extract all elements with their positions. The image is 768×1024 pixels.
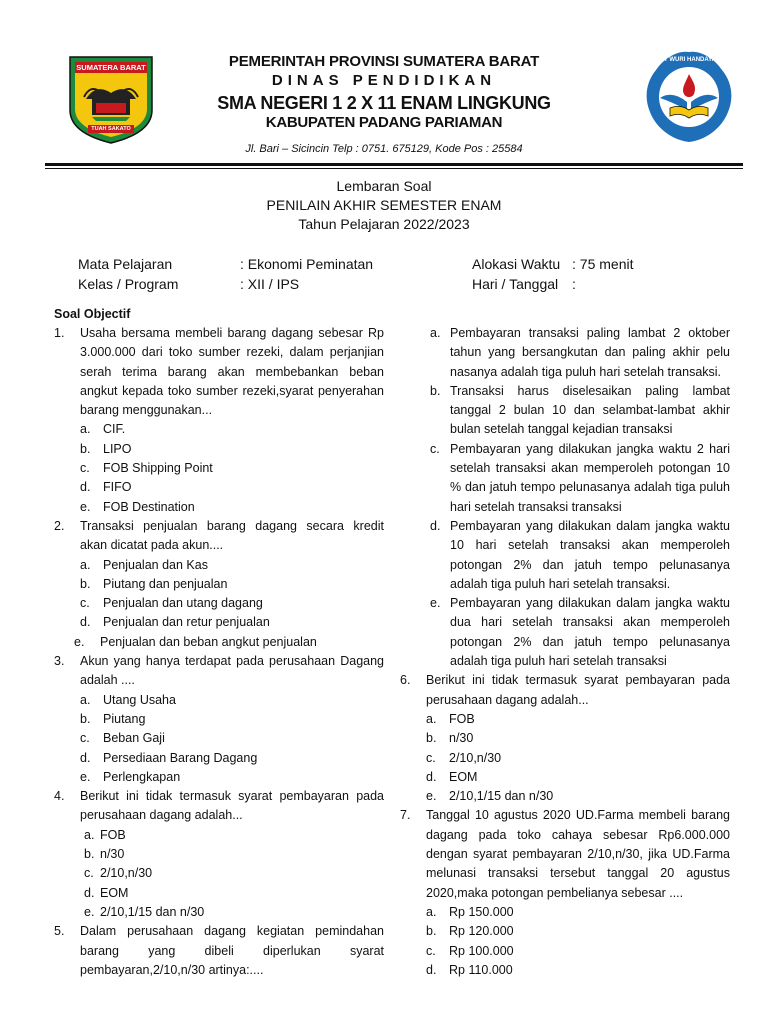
- option-item: [54, 845, 384, 864]
- logo-left-top-text: SUMATERA BARAT: [76, 63, 146, 72]
- question-7: [400, 806, 730, 980]
- option-item: [54, 613, 384, 632]
- option-text: Persediaan Barang Dagang: [103, 750, 258, 765]
- time-value: : 75 menit: [572, 256, 634, 272]
- option-letter: d.: [426, 962, 437, 977]
- option-item: [400, 768, 730, 787]
- question-number: 1.: [54, 326, 65, 340]
- option-letter: d.: [84, 885, 95, 900]
- header-regency: KABUPATEN PADANG PARIAMAN: [265, 114, 503, 131]
- option-text: Rp 150.000: [449, 904, 514, 919]
- question-6: [400, 671, 730, 806]
- option-item: [400, 729, 730, 748]
- option-item: [54, 594, 384, 613]
- left-column: [54, 324, 384, 980]
- option-item: [54, 459, 384, 478]
- option-item: [54, 440, 384, 459]
- option-item: [400, 710, 730, 729]
- option-item: [54, 864, 384, 883]
- option-letter: d.: [80, 480, 91, 495]
- option-letter: d.: [80, 615, 91, 630]
- question-number: 2.: [54, 518, 65, 533]
- option-item: [400, 517, 730, 594]
- option-item: [400, 324, 730, 382]
- option-letter: b.: [426, 924, 437, 939]
- question-text: Berikut ini tidak termasuk syarat pembayaran pada perusahaan dagang adalah...: [426, 673, 730, 707]
- option-letter: d.: [80, 750, 91, 765]
- option-letter: e.: [74, 634, 85, 649]
- question-text: Berikut ini tidak termasuk syarat pembayaran pada perusahaan dagang adalah...: [80, 789, 384, 823]
- option-letter: b.: [80, 711, 91, 726]
- question-number: 6.: [400, 673, 411, 688]
- header-address: Jl. Bari – Sicincin Telp : 0751. 675129, Kode Pos : 25584: [245, 143, 523, 155]
- date-label: Hari / Tanggal: [472, 276, 559, 292]
- option-letter: a.: [80, 422, 91, 437]
- subject-label: Mata Pelajaran: [78, 256, 173, 272]
- option-letter: e.: [80, 499, 91, 514]
- option-letter: c.: [84, 866, 94, 881]
- option-letter: a.: [426, 711, 437, 726]
- subject-value: : Ekonomi Peminatan: [240, 256, 374, 272]
- question-3: [54, 652, 384, 787]
- option-item: [54, 556, 384, 575]
- option-item: [54, 729, 384, 748]
- header-department: DINAS PENDIDIKAN: [271, 72, 497, 89]
- option-letter: e.: [84, 904, 95, 919]
- option-letter: b.: [426, 731, 437, 746]
- doc-title-year: Tahun Pelajaran 2022/2023: [298, 216, 470, 232]
- option-item: [400, 749, 730, 768]
- question-text: Dalam perusahaan dagang kegiatan pemindahan barang yang dibeli diperlukan syarat pembayaran,2/10,n/30 artinya:....: [80, 924, 384, 977]
- option-text: FOB: [100, 827, 126, 842]
- option-item: [54, 691, 384, 710]
- class-value: : XII / IPS: [240, 276, 300, 292]
- option-text: Beban Gaji: [103, 731, 165, 746]
- option-text: Piutang: [103, 711, 146, 726]
- option-item: [54, 633, 384, 652]
- option-text: Utang Usaha: [103, 692, 176, 707]
- option-text: 2/10,1/15 dan n/30: [100, 904, 205, 919]
- option-letter: c.: [80, 461, 90, 476]
- doc-title-sheet: Lembaran Soal: [336, 178, 432, 194]
- option-item: [54, 498, 384, 517]
- option-item: [400, 787, 730, 806]
- option-text: Penjualan dan retur penjualan: [103, 615, 270, 630]
- option-letter: e.: [80, 769, 91, 784]
- option-letter: c.: [426, 750, 436, 765]
- option-text: CIF.: [103, 422, 126, 437]
- header-divider-thick: [45, 163, 743, 166]
- option-letter: c.: [430, 441, 440, 456]
- doc-title-exam: PENILAIN AKHIR SEMESTER ENAM: [266, 197, 502, 213]
- option-text: Piutang dan penjualan: [103, 576, 228, 591]
- option-letter: c.: [426, 943, 436, 958]
- option-text: Pembayaran yang dilakukan dalam jangka waktu 10 hari setelah transaksi akan memperoleh potongan 2% dan jatuh tempo pelunasanya adalah tiga puluh hari setelah transaksi.: [450, 518, 730, 591]
- option-text: Pembayaran yang dilakukan dalam jangka waktu dua hari setelah transaksi akan memperoleh potongan 2% dan jatuh tempo pelunasanya adalah tiga puluh hari setelah transaksi: [450, 596, 730, 669]
- option-item: [54, 903, 384, 922]
- option-item: [400, 922, 730, 941]
- option-text: 2/10,n/30: [100, 866, 153, 881]
- question-number: 4.: [54, 789, 65, 804]
- section-title: Soal Objectif: [54, 307, 131, 321]
- option-letter: e.: [430, 596, 441, 611]
- option-letter: d.: [426, 769, 437, 784]
- option-text: 2/10,n/30: [449, 750, 502, 765]
- option-text: Penjualan dan beban angkut penjualan: [100, 634, 317, 649]
- time-label: Alokasi Waktu: [472, 256, 561, 272]
- option-letter: a.: [80, 557, 91, 572]
- option-letter: a.: [80, 692, 91, 707]
- option-letter: a.: [426, 904, 437, 919]
- header-government: PEMERINTAH PROVINSI SUMATERA BARAT: [228, 53, 540, 70]
- option-text: FOB Destination: [103, 499, 195, 514]
- option-text: 2/10,1/15 dan n/30: [449, 789, 554, 804]
- question-5: [54, 922, 384, 980]
- option-text: Pembayaran transaksi paling lambat 2 oktober tahun yang bersangkutan dan paling akhir pelu nasanya adalah tiga puluh hari setelah transaksi.: [450, 326, 730, 379]
- option-letter: b.: [80, 576, 91, 591]
- question-4: [54, 787, 384, 922]
- option-text: Penjualan dan utang dagang: [103, 596, 263, 611]
- logo-right-motto: TUT WURI HANDAYANI: [656, 57, 722, 63]
- option-letter: c.: [80, 731, 90, 746]
- option-item: [54, 826, 384, 845]
- option-item: [54, 884, 384, 903]
- option-text: Perlengkapan: [103, 769, 181, 784]
- option-letter: e.: [426, 789, 437, 804]
- question-text: Usaha bersama membeli barang dagang sebesar Rp 3.000.000 dari toko sumber rezeki, dalam perjanjian serah terima barang akan membebankan beban angkut kepada toko sumber rezeki,syarat penyerahan barang menggunakan...: [80, 326, 384, 418]
- option-letter: d.: [430, 518, 441, 533]
- header-divider-thin: [45, 168, 743, 169]
- logo-left-bottom-text: TUAH SAKATO: [91, 126, 131, 132]
- option-item: [400, 903, 730, 922]
- header-school-name: SMA NEGERI 1 2 X 11 ENAM LINGKUNG: [217, 93, 551, 113]
- option-text: Transaksi harus diselesaikan paling lambat tanggal 2 bulan 10 dan selambat-lambat akhir bulan setelah tanggal kejadian transaksi: [450, 383, 730, 437]
- question-1: [54, 324, 384, 517]
- option-text: EOM: [100, 885, 129, 900]
- option-text: Rp 100.000: [449, 943, 514, 958]
- date-value: :: [572, 276, 576, 292]
- option-letter: b.: [430, 383, 441, 398]
- question-number: 7.: [400, 808, 411, 823]
- question-text: Akun yang hanya terdapat pada perusahaan Dagang adalah ....: [80, 654, 384, 688]
- option-item: [54, 478, 384, 497]
- option-item: [54, 768, 384, 787]
- option-text: LIPO: [103, 441, 132, 456]
- option-item: [400, 440, 730, 517]
- option-item: [400, 594, 730, 671]
- option-letter: c.: [80, 596, 90, 611]
- option-letter: b.: [80, 441, 91, 456]
- option-item: [400, 382, 730, 440]
- option-item: [54, 710, 384, 729]
- option-text: Pembayaran yang dilakukan jangka waktu 2 hari setelah transaksi akan memperoleh potongan 10 % dan jatuh tempo pelunasanya adalah tiga puluh hari setelah transaksi transaksi: [450, 441, 730, 514]
- option-letter: a.: [84, 827, 95, 842]
- question-5-options: [400, 324, 730, 671]
- option-letter: a.: [430, 326, 441, 340]
- option-text: n/30: [100, 847, 125, 862]
- option-text: Rp 120.000: [449, 924, 514, 939]
- option-item: [400, 942, 730, 961]
- question-number: 5.: [54, 924, 65, 939]
- class-label: Kelas / Program: [78, 276, 179, 292]
- option-text: FOB: [449, 711, 475, 726]
- question-text: Transaksi penjualan barang dagang secara kredit akan dicatat pada akun....: [80, 518, 384, 553]
- option-text: Rp 110.000: [449, 962, 513, 977]
- option-text: n/30: [449, 731, 474, 746]
- option-item: [54, 420, 384, 439]
- option-text: FOB Shipping Point: [103, 461, 213, 476]
- right-column: [400, 324, 730, 980]
- option-text: FIFO: [103, 480, 132, 495]
- option-item: [54, 575, 384, 594]
- option-text: EOM: [449, 769, 478, 784]
- question-number: 3.: [54, 654, 65, 669]
- option-item: [400, 961, 730, 980]
- option-text: Penjualan dan Kas: [103, 557, 208, 572]
- question-2: [54, 517, 384, 652]
- option-item: [54, 749, 384, 768]
- option-letter: b.: [84, 847, 95, 862]
- question-text: Tanggal 10 agustus 2020 UD.Farma membeli barang dagang pada toko cahaya sebesar Rp6.000.000 dengan syarat pembayaran 2/10,n/30, jika UD.Farma melunasi transaksi tersebut tanggal 20 agustus 2020,maka potongan pembelianya sebesar ....: [426, 808, 730, 900]
